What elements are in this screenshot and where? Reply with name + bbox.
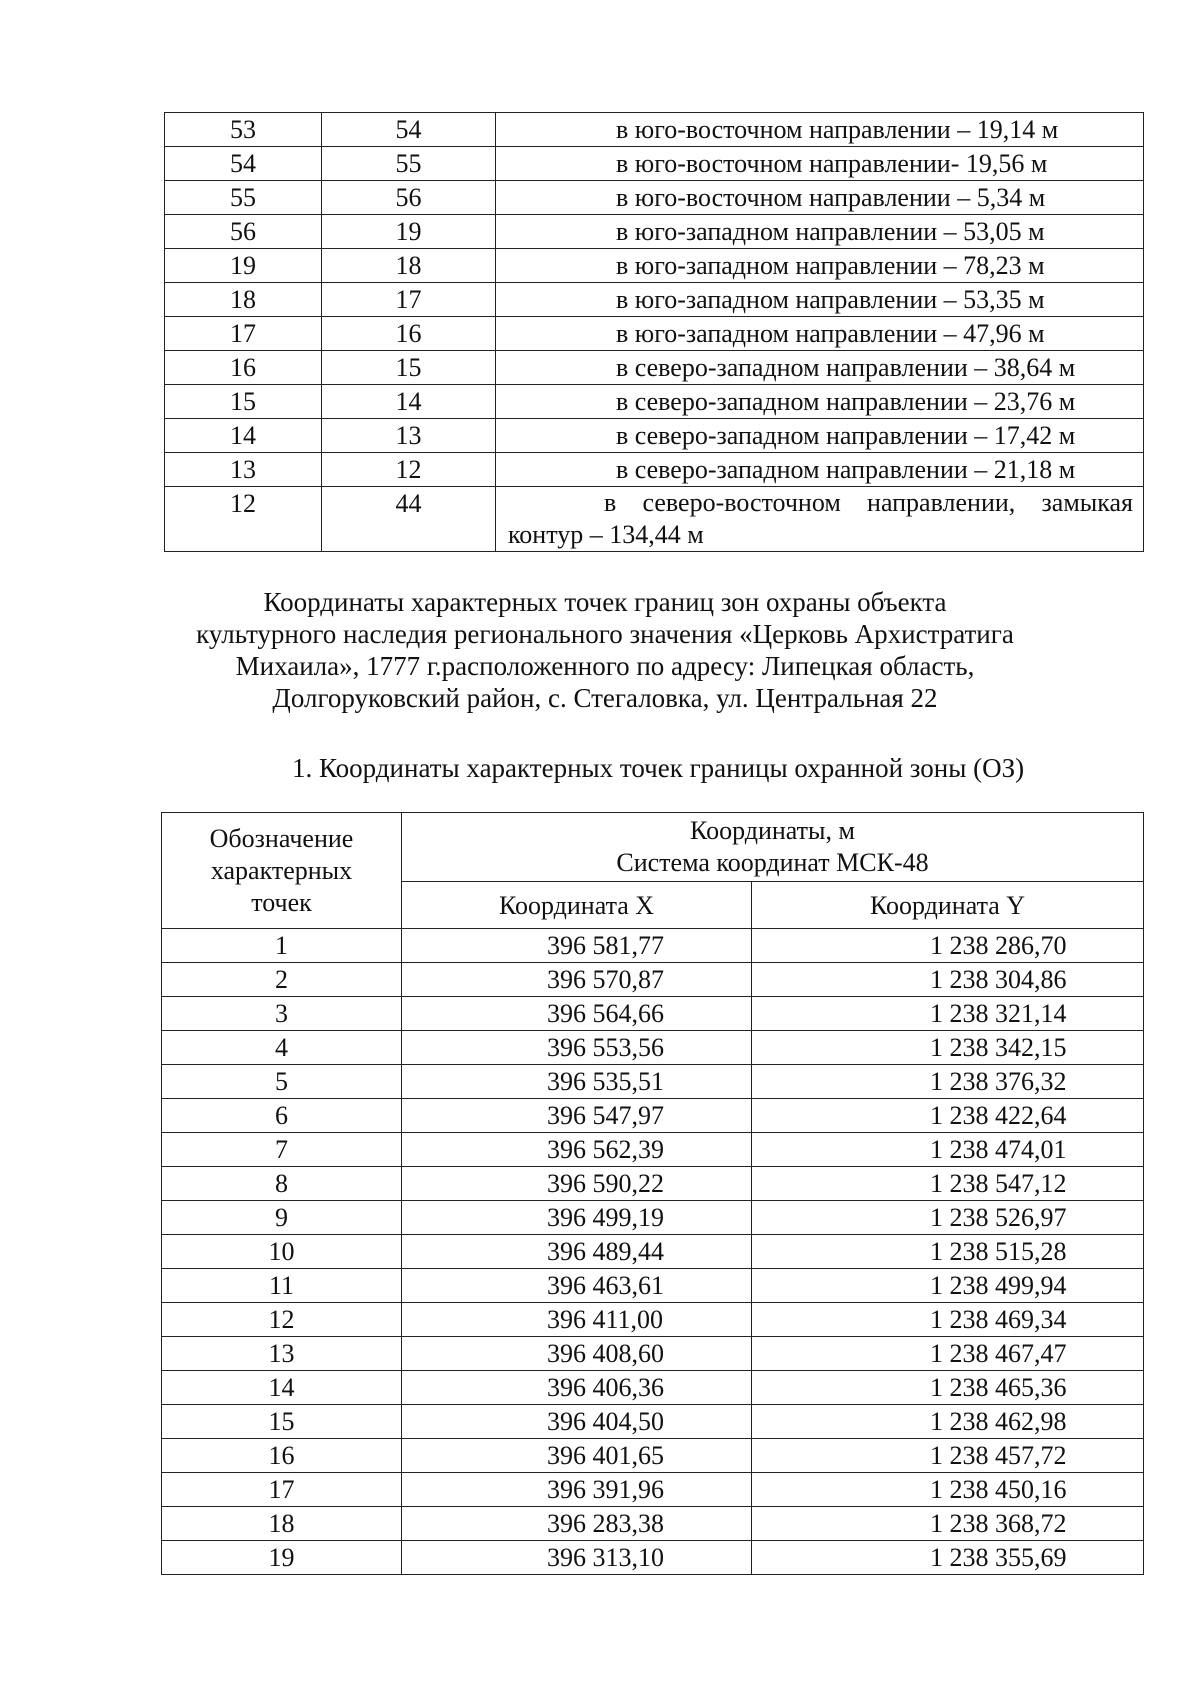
segment-to-point: 54	[322, 113, 496, 147]
segment-from-point: 16	[165, 351, 322, 385]
table-row	[162, 963, 1144, 997]
coordinate-y-value: 1 238 321,14	[752, 997, 1144, 1031]
heading-line: культурного наследия регионального значения «Церковь Архистратига	[196, 619, 1014, 649]
coordinates-table-header	[162, 813, 1144, 929]
point-number: 1	[162, 929, 402, 963]
segment-to-point: 56	[322, 181, 496, 215]
table-row	[162, 1405, 1144, 1439]
table-row	[165, 249, 1144, 283]
heading-line: Координаты характерных точек границ зон охраны объекта	[263, 587, 947, 617]
segment-to-point: 19	[322, 215, 496, 249]
segment-to-point: 14	[322, 385, 496, 419]
segment-to-point: 12	[322, 453, 496, 487]
coordinate-x-value: 396 489,44	[402, 1235, 752, 1269]
segment-description: в северо-восточном направлении, замыкая контур – 134,44 м	[496, 487, 1144, 552]
table-row	[165, 113, 1144, 147]
segment-from-point: 54	[165, 147, 322, 181]
table-row	[162, 1099, 1144, 1133]
coordinate-x-value: 396 535,51	[402, 1065, 752, 1099]
table-row	[162, 1303, 1144, 1337]
coordinate-x-value: 396 283,38	[402, 1507, 752, 1541]
segment-description: в юго-восточном направлении – 5,34 м	[496, 181, 1144, 215]
coordinate-x-value: 396 553,56	[402, 1031, 752, 1065]
header-coordinate-y: Координата Y	[752, 882, 1144, 929]
segment-description: в юго-западном направлении – 53,35 м	[496, 283, 1144, 317]
coordinates-table	[161, 812, 1144, 1575]
point-number: 19	[162, 1541, 402, 1575]
point-number: 18	[162, 1507, 402, 1541]
segment-to-point: 15	[322, 351, 496, 385]
segment-from-point: 15	[165, 385, 322, 419]
point-number: 6	[162, 1099, 402, 1133]
coordinate-x-value: 396 404,50	[402, 1405, 752, 1439]
segment-from-point: 13	[165, 453, 322, 487]
coordinate-x-value: 396 406,36	[402, 1371, 752, 1405]
header-coords-line: Координаты, м	[690, 816, 855, 845]
segment-description: в северо-западном направлении – 21,18 м	[496, 453, 1144, 487]
point-number: 14	[162, 1371, 402, 1405]
segment-description: в северо-западном направлении – 17,42 м	[496, 419, 1144, 453]
coordinate-y-value: 1 238 465,36	[752, 1371, 1144, 1405]
segment-from-point: 56	[165, 215, 322, 249]
coordinate-y-value: 1 238 467,47	[752, 1337, 1144, 1371]
segments-table-body	[165, 113, 1144, 552]
coordinate-y-value: 1 238 376,32	[752, 1065, 1144, 1099]
coordinate-x-value: 396 590,22	[402, 1167, 752, 1201]
coordinate-y-value: 1 238 304,86	[752, 963, 1144, 997]
point-number: 15	[162, 1405, 402, 1439]
coordinate-x-value: 396 401,65	[402, 1439, 752, 1473]
header-point-line: Обозначение	[209, 824, 354, 853]
point-number: 8	[162, 1167, 402, 1201]
point-number: 17	[162, 1473, 402, 1507]
segment-description: в юго-восточном направлении – 19,14 м	[496, 113, 1144, 147]
table-row	[162, 1473, 1144, 1507]
coordinate-x-value: 396 391,96	[402, 1473, 752, 1507]
point-number: 3	[162, 997, 402, 1031]
point-number: 12	[162, 1303, 402, 1337]
table-row	[162, 1541, 1144, 1575]
coordinate-y-value: 1 238 474,01	[752, 1133, 1144, 1167]
segment-description: в северо-западном направлении – 23,76 м	[496, 385, 1144, 419]
table-row	[162, 1371, 1144, 1405]
coordinate-y-value: 1 238 286,70	[752, 929, 1144, 963]
segment-to-point: 44	[322, 487, 496, 552]
coordinate-x-value: 396 408,60	[402, 1337, 752, 1371]
table-row	[165, 147, 1144, 181]
segment-description: в юго-западном направлении – 53,05 м	[496, 215, 1144, 249]
coordinate-x-value: 396 570,87	[402, 963, 752, 997]
coordinate-y-value: 1 238 450,16	[752, 1473, 1144, 1507]
segment-from-point: 17	[165, 317, 322, 351]
header-point-line: точек	[251, 888, 312, 917]
coordinate-x-value: 396 547,97	[402, 1099, 752, 1133]
segment-from-point: 14	[165, 419, 322, 453]
segment-to-point: 18	[322, 249, 496, 283]
table-row	[165, 351, 1144, 385]
coordinate-x-value: 396 463,61	[402, 1269, 752, 1303]
header-point-designation	[162, 813, 402, 929]
point-number: 4	[162, 1031, 402, 1065]
coordinate-y-value: 1 238 499,94	[752, 1269, 1144, 1303]
point-number: 11	[162, 1269, 402, 1303]
coordinate-x-value: 396 499,19	[402, 1201, 752, 1235]
segment-from-point: 12	[165, 487, 322, 552]
heading-line: Михаила», 1777 г.расположенного по адресу: Липецкая область,	[235, 651, 975, 681]
segment-description: в северо-западном направлении – 38,64 м	[496, 351, 1144, 385]
coordinate-y-value: 1 238 355,69	[752, 1541, 1144, 1575]
table-row	[165, 181, 1144, 215]
coordinates-table-body	[162, 929, 1144, 1575]
table-row	[162, 997, 1144, 1031]
heading-line: Долгоруковский район, с. Стегаловка, ул. Центральная 22	[272, 683, 938, 713]
segment-description: в юго-западном направлении – 47,96 м	[496, 317, 1144, 351]
point-number: 13	[162, 1337, 402, 1371]
table-row	[162, 1269, 1144, 1303]
point-number: 2	[162, 963, 402, 997]
coordinate-y-value: 1 238 526,97	[752, 1201, 1144, 1235]
point-number: 10	[162, 1235, 402, 1269]
segment-description: в юго-восточном направлении- 19,56 м	[496, 147, 1144, 181]
coordinate-y-value: 1 238 457,72	[752, 1439, 1144, 1473]
table-row	[162, 1065, 1144, 1099]
coordinate-y-value: 1 238 342,15	[752, 1031, 1144, 1065]
coordinate-x-value: 396 581,77	[402, 929, 752, 963]
segments-table	[164, 112, 1144, 552]
segment-to-point: 55	[322, 147, 496, 181]
point-number: 16	[162, 1439, 402, 1473]
table-row	[165, 487, 1144, 552]
segment-from-point: 19	[165, 249, 322, 283]
table-row	[165, 215, 1144, 249]
table-row	[162, 929, 1144, 963]
point-number: 7	[162, 1133, 402, 1167]
coordinate-x-value: 396 313,10	[402, 1541, 752, 1575]
segment-to-point: 13	[322, 419, 496, 453]
segment-from-point: 55	[165, 181, 322, 215]
coordinate-y-value: 1 238 422,64	[752, 1099, 1144, 1133]
table-row	[162, 1337, 1144, 1371]
coordinate-x-value: 396 411,00	[402, 1303, 752, 1337]
table-row	[162, 1439, 1144, 1473]
coordinate-x-value: 396 562,39	[402, 1133, 752, 1167]
coordinate-y-value: 1 238 547,12	[752, 1167, 1144, 1201]
table-row	[162, 1507, 1144, 1541]
table-row	[165, 385, 1144, 419]
table-row	[162, 1031, 1144, 1065]
coordinate-y-value: 1 238 462,98	[752, 1405, 1144, 1439]
table-row	[162, 1133, 1144, 1167]
table-row	[165, 317, 1144, 351]
coordinate-y-value: 1 238 368,72	[752, 1507, 1144, 1541]
header-coordinate-x: Координата X	[402, 882, 752, 929]
segment-from-point: 18	[165, 283, 322, 317]
segment-to-point: 17	[322, 283, 496, 317]
header-point-line: характерных	[210, 856, 353, 885]
table-row	[162, 1201, 1144, 1235]
coordinate-y-value: 1 238 469,34	[752, 1303, 1144, 1337]
coordinate-y-value: 1 238 515,28	[752, 1235, 1144, 1269]
subsection-heading: 1. Координаты характерных точек границы охранной зоны (ОЗ)	[292, 753, 1025, 783]
segment-from-point: 53	[165, 113, 322, 147]
table-row	[165, 453, 1144, 487]
section-heading	[170, 586, 1040, 714]
table-row	[165, 419, 1144, 453]
table-row	[162, 1167, 1144, 1201]
point-number: 9	[162, 1201, 402, 1235]
table-row	[162, 1235, 1144, 1269]
table-row	[165, 283, 1144, 317]
coordinate-x-value: 396 564,66	[402, 997, 752, 1031]
point-number: 5	[162, 1065, 402, 1099]
segment-to-point: 16	[322, 317, 496, 351]
header-coords-line: Система координат МСК-48	[616, 848, 929, 877]
header-coordinates	[402, 813, 1144, 882]
segment-description: в юго-западном направлении – 78,23 м	[496, 249, 1144, 283]
